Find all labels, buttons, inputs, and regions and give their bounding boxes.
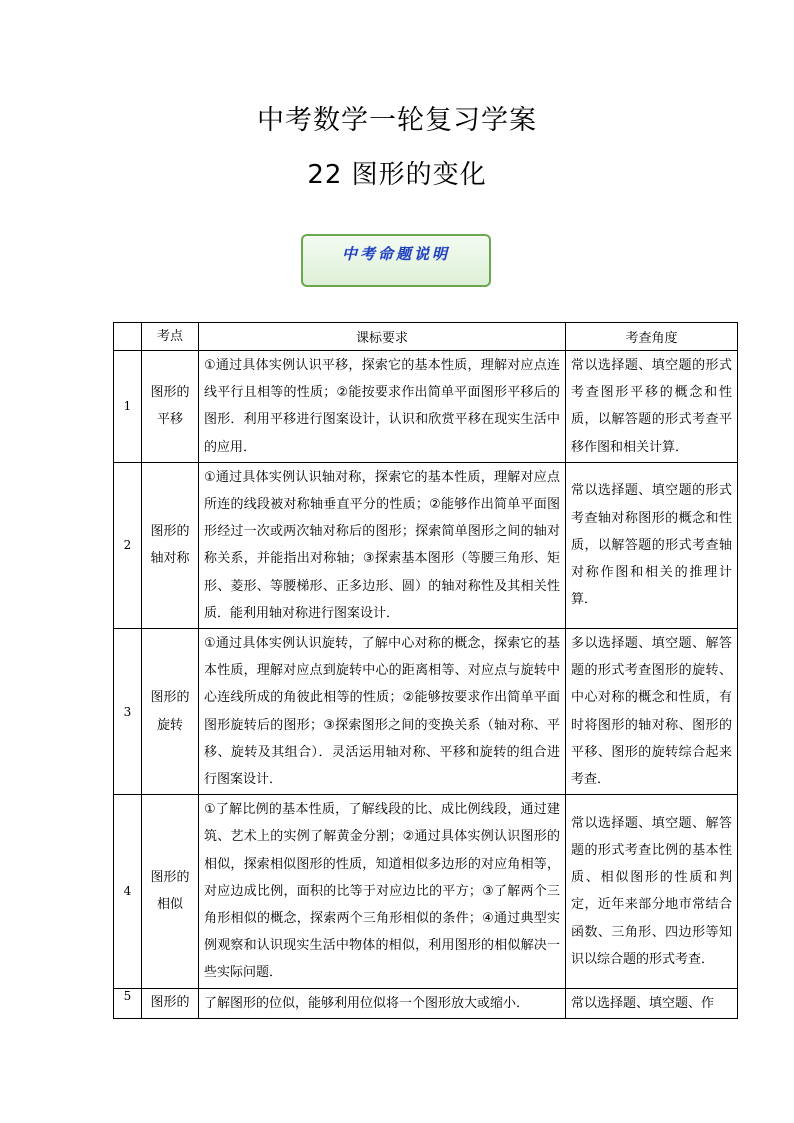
requirement-text: ①通过具体实例认识平移，探索它的基本性质，理解对应点连线平行且相等的性质；②能按要求作出简单平面图形平移后的图形．利用平移进行图案设计，认识和欣赏平移在现实生活中的应用． — [204, 358, 560, 455]
header-exam-angle: 考查角度 — [566, 323, 738, 351]
exam-point — [142, 988, 199, 1018]
table-header-row — [114, 323, 738, 351]
exam-angle — [566, 351, 738, 463]
exam-point-line: 图形的 — [150, 870, 190, 886]
curriculum-requirement — [199, 795, 566, 988]
row-index: 1 — [114, 351, 142, 463]
angle-text: 常以选择题、填空题的形式考查轴对称图形的概念和性质，以解答题的形式考查轴对称作图和相关的推理计算． — [571, 483, 732, 608]
header-curriculum-requirement: 课标要求 — [199, 323, 566, 351]
requirement-text: ①通过具体实例认识轴对称，探索它的基本性质，理解对应点所连的线段被对称轴垂直平分的性质；②能够作出简单平面图形经过一次或两次轴对称后的图形；探索简单图形之间的轴对称关系，并能指出对称轴；③探索基本图形（等腰三角形、矩形、菱形、等腰梯形、正多边形、圆）的轴对称性及其相关性质．能利用轴对称进行图案设计． — [204, 469, 560, 621]
table-row — [114, 462, 738, 628]
exam-point-line: 相似 — [156, 897, 183, 913]
exam-angle — [566, 795, 738, 988]
curriculum-requirement — [199, 351, 566, 463]
section-badge — [301, 234, 491, 287]
angle-text: 常以选择题、填空题的形式考查图形平移的概念和性质，以解答题的形式考查平移作图和相关计算． — [571, 358, 732, 455]
exam-point — [142, 462, 199, 628]
exam-point-line: 图形的 — [150, 524, 190, 540]
exam-point — [142, 795, 199, 988]
table-row — [114, 988, 738, 1018]
exam-points-table — [113, 322, 738, 1019]
curriculum-requirement — [199, 462, 566, 628]
table-row — [114, 795, 738, 988]
table-row — [114, 629, 738, 795]
row-index: 2 — [114, 462, 142, 628]
exam-point-line: 旋转 — [156, 717, 183, 733]
exam-point-line: 图形的 — [150, 994, 190, 1010]
exam-angle — [566, 988, 738, 1018]
table-row — [114, 351, 738, 463]
header-index — [114, 323, 142, 351]
exam-point-line: 平移 — [156, 412, 183, 428]
curriculum-requirement — [199, 629, 566, 795]
exam-point-line: 轴对称 — [150, 551, 190, 567]
exam-point — [142, 629, 199, 795]
document-title: 中考数学一轮复习学案 — [257, 105, 537, 136]
exam-angle — [566, 462, 738, 628]
requirement-text: 了解图形的位似，能够利用位似将一个图形放大或缩小． — [204, 995, 530, 1011]
exam-point-line: 图形的 — [150, 690, 190, 706]
requirement-text: ①了解比例的基本性质，了解线段的比、成比例线段，通过建筑、艺术上的实例了解黄金分割；②通过具体实例认识图形的相似，探索相似图形的性质，知道相似多边形的对应角相等，对应边成比例，面积的比等于对应边比的平方；③了解两个三角形相似的概念，探索两个三角形相似的条件；④通过典型实例观察和认识现实生活中物体的相似，利用图形的相似解决一些实际问题． — [204, 802, 560, 981]
row-index: 4 — [114, 795, 142, 988]
curriculum-requirement — [199, 988, 566, 1018]
section-badge-label: 中考命题说明 — [341, 245, 450, 263]
exam-point-line: 图形的 — [150, 385, 190, 401]
angle-text: 常以选择题、填空题、解答题的形式考查比例的基本性质、相似图形的性质和判定，近年来部分地市常结合函数、三角形、四边形等知识以综合题的形式考查． — [571, 815, 732, 967]
chapter-title: 22 图形的变化 — [307, 160, 487, 190]
angle-text: 多以选择题、填空题、解答题的形式考查图形的旋转、中心对称的概念和性质，有时将图形的轴对称、图形的平移、图形的旋转综合起来考查． — [571, 636, 732, 788]
row-index: 3 — [114, 629, 142, 795]
exam-point — [142, 351, 199, 463]
requirement-text: ①通过具体实例认识旋转，了解中心对称的概念，探索它的基本性质，理解对应点到旋转中心的距离相等、对应点与旋转中心连线所成的角彼此相等的性质；②能够按要求作出简单平面图形旋转后的图形；③探索图形之间的变换关系（轴对称、平移、旋转及其组合）．灵活运用轴对称、平移和旋转的组合进行图案设计． — [204, 636, 560, 788]
header-exam-point: 考点 — [142, 323, 199, 351]
row-index: 5 — [114, 988, 142, 1018]
angle-text: 常以选择题、填空题、作 — [571, 995, 715, 1011]
exam-angle — [566, 629, 738, 795]
